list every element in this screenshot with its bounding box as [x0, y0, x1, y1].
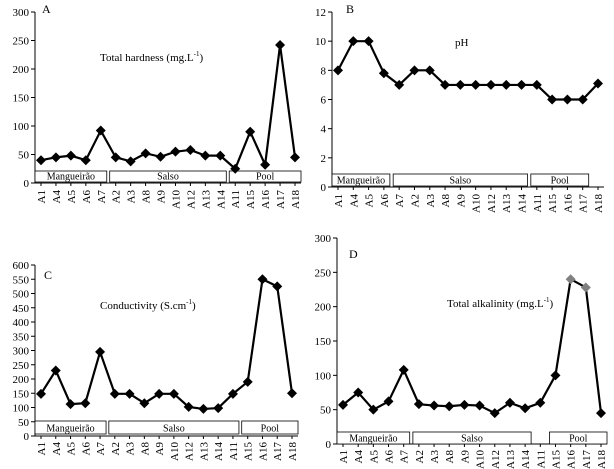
panel-a-ytick-label: 300: [12, 7, 29, 19]
panel-d-group-label: Mangueirão: [349, 433, 398, 445]
panel-b-ytick-label: 4: [320, 123, 326, 136]
panel-d-xtick-label: A7: [398, 450, 411, 464]
panel-a-data-point: [66, 151, 76, 161]
panel-b-xtick-label: A5: [363, 194, 376, 208]
panel-c-data-point: [66, 399, 76, 409]
panel-d-ytick-label: 100: [314, 370, 331, 383]
panel-c-xtick-label: A5: [65, 442, 78, 456]
panel-a-ytick-label: 0: [23, 178, 29, 190]
panel-c-ytick-label: 50: [18, 416, 29, 429]
panel-d-xtick-label: A5: [368, 450, 381, 464]
panel-a-xtick-label: A1: [36, 190, 48, 204]
panel-c-xtick-label: A7: [95, 442, 108, 456]
panel-a-xtick-label: A12: [185, 190, 198, 209]
panel-a-data-point: [245, 127, 255, 137]
panel-c-xtick-label: A8: [139, 442, 152, 456]
panel-a-ytick-label: 200: [12, 64, 29, 76]
panel-c-data-point: [198, 404, 208, 414]
panel-a-group-label: Salso: [157, 171, 179, 183]
panel-b-data-point: [348, 36, 358, 46]
panel-a-data-point: [81, 155, 91, 165]
panel-a-data-point: [111, 152, 121, 162]
panel-b-xtick-label: A15: [547, 194, 560, 213]
panel-b-xtick-label: A14: [516, 194, 529, 213]
panel-b: [315, 2, 605, 213]
panel-a-xtick-label: A5: [65, 190, 78, 204]
panel-a-xtick-label: A18: [290, 190, 302, 209]
panel-a-ytick-label: 250: [12, 35, 29, 48]
panel-d-xtick-label: A10: [474, 450, 487, 469]
panel-b-data-point: [562, 95, 572, 105]
panel-d-data-point: [596, 408, 606, 418]
panel-a-xtick-label: A10: [170, 190, 183, 209]
panel-b-data-point: [486, 80, 496, 90]
panel-c-letter: C: [44, 268, 53, 282]
panel-b-series-line: [338, 41, 598, 99]
panel-a-data-point: [275, 40, 285, 50]
panel-c-ytick-label: 550: [12, 274, 29, 287]
panel-d-data-point: [581, 282, 591, 292]
panel-c-group-label: Salso: [163, 423, 185, 435]
panel-d-data-point: [399, 365, 409, 375]
panel-a-xtick-label: A6: [80, 190, 93, 204]
panel-d-ytick-label: 300: [314, 233, 331, 245]
panel-a-data-point: [156, 152, 166, 162]
panel-c-ytick-label: 600: [12, 260, 29, 272]
panel-c-xtick-label: A13: [198, 442, 211, 461]
panel-c-xtick-label: A10: [168, 442, 181, 461]
panel-a-data-point: [170, 147, 180, 157]
panel-c-xtick-label: A9: [154, 442, 167, 456]
panel-c-group-label: Pool: [260, 423, 280, 435]
panel-a-group-label: Pool: [255, 171, 275, 183]
panel-a-xtick-label: A13: [200, 190, 213, 209]
panel-d-xtick-label: A15: [550, 450, 563, 469]
panel-d-xtick-label: A3: [429, 450, 442, 464]
panel-d-xtick-label: A8: [444, 450, 457, 464]
panel-d-xtick-label: A14: [520, 450, 533, 469]
panel-b-ytick-label: 2: [320, 152, 326, 165]
panel-a-xtick-label: A16: [260, 190, 273, 209]
panel-c-xtick-label: A2: [109, 442, 122, 456]
panel-b-group-label: Mangueirão: [336, 175, 386, 187]
panel-c-ytick-label: 150: [12, 388, 29, 401]
panel-a-xtick-label: A3: [125, 190, 138, 204]
panel-d-ytick-label: 250: [314, 267, 331, 280]
panel-d-xtick-label: A16: [565, 450, 578, 469]
panel-d-data-point: [384, 396, 394, 406]
panel-a-data-point: [51, 152, 61, 162]
panel-b-xtick-label: A3: [424, 194, 437, 208]
panel-c-xtick-label: A15: [242, 442, 255, 461]
panel-c-xtick-label: A1: [36, 442, 48, 456]
panel-c-data-point: [287, 388, 297, 398]
panel-a-ytick-label: 50: [18, 149, 29, 162]
panel-b-data-point: [471, 80, 481, 90]
panel-a-xtick-label: A15: [245, 190, 258, 209]
panel-a-letter: A: [42, 2, 51, 16]
panel-b-xtick-label: A8: [440, 194, 453, 208]
panel-d-data-point: [459, 400, 469, 410]
panel-a-data-point: [200, 151, 210, 161]
panel-b-ytick-label: 8: [320, 65, 326, 78]
panel-d-data-point: [429, 401, 439, 411]
panel-a-data-point: [260, 160, 270, 170]
panel-b-xtick-label: A18: [593, 194, 605, 213]
panel-b-xtick-label: A7: [394, 194, 407, 208]
panel-d-xtick-label: A1: [338, 450, 350, 464]
panel-c-series-line: [41, 279, 292, 409]
panel-c-ytick-label: 100: [12, 402, 29, 415]
panel-c-xtick-label: A12: [183, 442, 196, 461]
panel-a-ytick-label: 100: [12, 121, 29, 133]
panel-b-ytick-label: 6: [320, 94, 326, 107]
panel-c-data-point: [257, 274, 267, 284]
panel-a-xtick-label: A2: [110, 190, 123, 204]
panel-d-xtick-label: A4: [353, 450, 366, 464]
panel-c-ytick-label: 450: [12, 302, 29, 315]
panel-a-data-point: [185, 145, 195, 155]
panel-d-group-label: Salso: [461, 433, 483, 445]
panel-c-ytick-label: 300: [12, 345, 29, 358]
panel-c-xtick-label: A16: [257, 442, 270, 461]
panel-d-ytick-label: 0: [325, 439, 331, 451]
panel-b-xtick-label: A4: [348, 194, 361, 208]
panel-a-xtick-label: A14: [215, 190, 228, 209]
panel-a-data-point: [36, 155, 46, 165]
panel-a-xtick-label: A9: [155, 190, 168, 204]
panel-b-ytick-label: 0: [320, 182, 326, 194]
panel-b-ytick-label: 12: [315, 7, 326, 19]
panel-c-ytick-label: 250: [12, 359, 29, 372]
panel-a-xtick-label: A7: [95, 190, 108, 204]
panel-b-xtick-label: A6: [378, 194, 391, 208]
panel-a-data-point: [141, 148, 151, 158]
panel-d-data-point: [414, 399, 424, 409]
panel-a-data-point: [126, 156, 136, 166]
panel-d: [315, 233, 609, 469]
panel-c-xtick-label: A17: [272, 442, 285, 461]
panel-d-xtick-label: A12: [489, 450, 502, 469]
panel-c-xtick-label: A11: [227, 442, 240, 461]
panel-b-xtick-label: A2: [409, 194, 422, 208]
panel-c-group-label: Mangueirão: [46, 423, 95, 435]
panel-b-data-point: [455, 80, 465, 90]
panel-d-xtick-label: A2: [413, 450, 426, 464]
panel-d-xtick-label: A6: [383, 450, 396, 464]
panel-c-xtick-label: A6: [80, 442, 93, 456]
panel-c-title: Conductivity $(S.cm^{-1})$: [100, 298, 196, 312]
panel-b-data-point: [517, 80, 527, 90]
panel-c-xtick-label: A4: [50, 442, 63, 456]
panel-d-ytick-label: 150: [314, 336, 331, 348]
panel-c: [13, 260, 300, 461]
panel-a-xtick-label: A4: [50, 190, 63, 204]
panel-a-xtick-label: A17: [275, 190, 288, 209]
panel-a-data-point: [290, 152, 300, 162]
panel-d-data-point: [566, 274, 576, 284]
panel-d-ytick-label: 200: [314, 301, 331, 314]
panel-d-xtick-label: A9: [459, 450, 472, 464]
panel-d-xtick-label: A11: [535, 450, 548, 469]
panel-d-data-point: [535, 398, 545, 408]
panel-d-group-label: Pool: [569, 433, 588, 445]
panel-d-data-point: [444, 401, 454, 411]
panel-c-ytick-label: 200: [12, 374, 29, 386]
panel-c-ytick-label: 350: [12, 331, 29, 344]
panel-a-xtick-label: A8: [140, 190, 153, 204]
panel-b-xtick-label: A10: [470, 194, 483, 213]
panel-a: [13, 2, 303, 209]
panel-b-xtick-label: A17: [577, 194, 590, 213]
panel-c-xtick-label: A18: [287, 442, 299, 461]
panel-d-xtick-label: A18: [596, 450, 608, 469]
panel-d-data-point: [550, 370, 560, 380]
panel-c-ytick-label: 0: [23, 431, 29, 443]
panel-d-ytick-label: 50: [320, 404, 331, 417]
panel-d-xtick-label: A17: [580, 450, 593, 469]
panel-c-data-point: [95, 347, 105, 357]
panel-b-title: pH: [455, 37, 469, 49]
panel-a-title: Total hardness $(mg.L^{-1})$: [100, 50, 204, 64]
panel-d-xtick-label: A13: [504, 450, 517, 469]
panel-d-data-point: [520, 403, 530, 413]
panel-b-data-point: [501, 80, 511, 90]
panel-a-ytick-label: 150: [12, 92, 29, 105]
panel-b-xtick-label: A9: [455, 194, 468, 208]
panel-d-data-point: [475, 401, 485, 411]
panel-b-group-label: Salso: [449, 175, 472, 187]
panel-a-data-point: [96, 126, 106, 136]
panel-c-data-point: [80, 398, 90, 408]
panel-b-xtick-label: A13: [501, 194, 514, 213]
panel-b-xtick-label: A12: [485, 194, 498, 213]
panel-a-group-label: Mangueirão: [46, 171, 96, 183]
panel-b-ytick-label: 10: [315, 36, 326, 49]
panel-b-xtick-label: A1: [333, 194, 345, 208]
panel-b-xtick-label: A16: [562, 194, 575, 213]
panel-c-xtick-label: A14: [213, 442, 226, 461]
panel-d-letter: D: [349, 247, 358, 261]
panel-c-data-point: [272, 281, 282, 291]
panel-c-ytick-label: 500: [12, 288, 29, 301]
panel-a-xtick-label: A11: [230, 190, 243, 209]
panel-b-letter: B: [346, 2, 355, 16]
panel-c-xtick-label: A3: [124, 442, 137, 456]
panel-d-title: Total alkalinity $(mg.L^{-1})$: [447, 296, 554, 310]
panel-b-data-point: [333, 65, 343, 75]
panel-c-ytick-label: 400: [12, 317, 29, 329]
panel-c-data-point: [110, 389, 120, 399]
panel-b-group-label: Pool: [550, 175, 569, 187]
panel-b-data-point: [364, 36, 374, 46]
panel-b-xtick-label: A11: [531, 194, 544, 213]
